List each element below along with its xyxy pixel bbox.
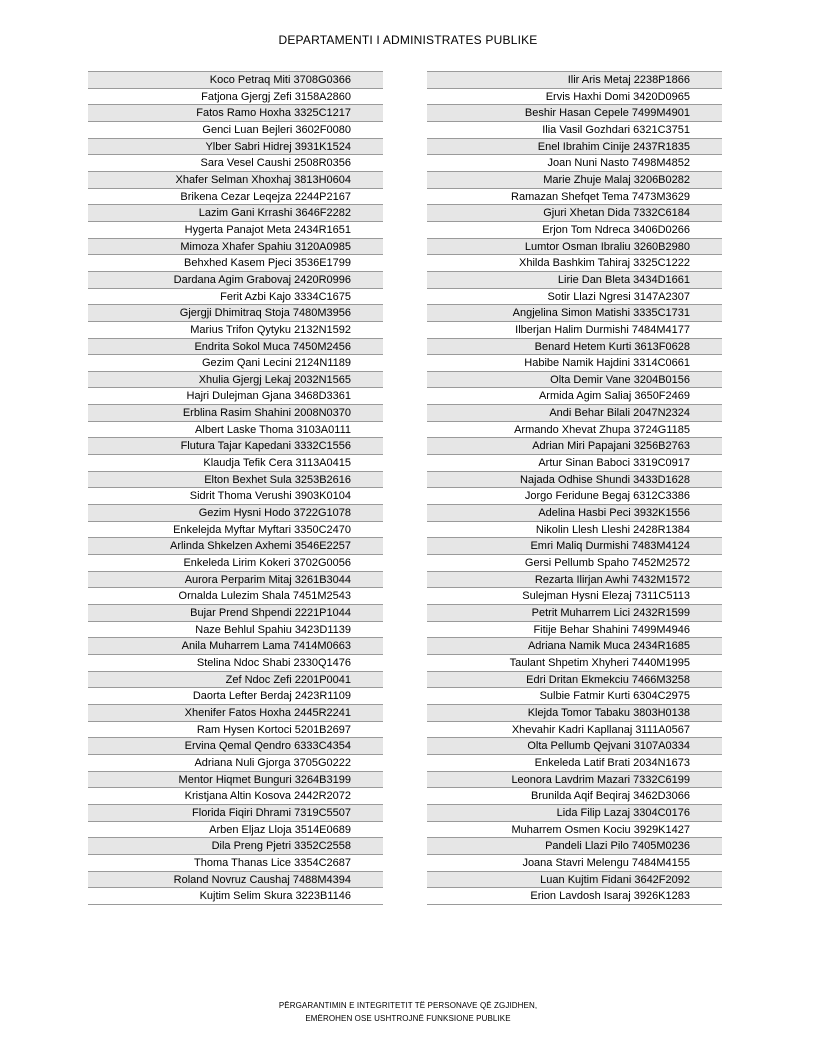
list-item: Sotir Llazi Ngresi 3147A2307 [427,289,722,306]
list-item: Ilia Vasil Gozhdari 6321C3751 [427,122,722,139]
list-item: Petrit Muharrem Lici 2432R1599 [427,605,722,622]
list-item: Gersi Pellumb Spaho 7452M2572 [427,555,722,572]
list-item: Joan Nuni Nasto 7498M4852 [427,155,722,172]
list-item: Olta Pellumb Qejvani 3107A0334 [427,738,722,755]
list-item: Fatjona Gjergj Zefi 3158A2860 [88,89,383,106]
list-item: Muharrem Osmen Kociu 3929K1427 [427,822,722,839]
list-item: Daorta Lefter Berdaj 2423R1109 [88,688,383,705]
list-item: Emri Maliq Durmishi 7483M4124 [427,538,722,555]
list-item: Joana Stavri Melengu 7484M4155 [427,855,722,872]
list-item: Sidrit Thoma Verushi 3903K0104 [88,488,383,505]
list-item: Hajri Dulejman Gjana 3468D3361 [88,388,383,405]
list-item: Flutura Tajar Kapedani 3332C1556 [88,438,383,455]
list-item: Xhilda Bashkim Tahiraj 3325C1222 [427,255,722,272]
list-item: Artur Sinan Baboci 3319C0917 [427,455,722,472]
page-footer [0,999,816,1025]
list-item: Roland Novruz Caushaj 7488M4394 [88,872,383,889]
list-item: Endrita Sokol Muca 7450M2456 [88,339,383,356]
list-item: Arben Eljaz Lloja 3514E0689 [88,822,383,839]
list-item: Hygerta Panajot Meta 2434R1651 [88,222,383,239]
list-item: Rezarta Ilirjan Awhi 7432M1572 [427,572,722,589]
list-item: Adelina Hasbi Peci 3932K1556 [427,505,722,522]
list-item: Koco Petraq Miti 3708G0366 [88,72,383,89]
list-item: Erion Lavdosh Isaraj 3926K1283 [427,888,722,905]
list-item: Gjuri Xhetan Dida 7332C6184 [427,205,722,222]
list-item: Xhenifer Fatos Hoxha 2445R2241 [88,705,383,722]
list-item: Elton Bexhet Sula 3253B2616 [88,472,383,489]
list-item: Behxhed Kasem Pjeci 3536E1799 [88,255,383,272]
footer-line-1: PËRGARANTIMIN E INTEGRITETIT TË PERSONAVE QË ZGJIDHEN, [278,1001,538,1010]
list-item: Adriana Nuli Gjorga 3705G0222 [88,755,383,772]
list-item: Gjergji Dhimitraq Stoja 7480M3956 [88,305,383,322]
list-item: Ilberjan Halim Durmishi 7484M4177 [427,322,722,339]
list-item: Enkelejda Myftar Myftari 3350C2470 [88,522,383,539]
list-item: Mentor Hiqmet Bunguri 3264B3199 [88,772,383,789]
list-item: Enkeleda Latif Brati 2034N1673 [427,755,722,772]
list-item: Lazim Gani Krrashi 3646F2282 [88,205,383,222]
list-item: Armida Agim Saliaj 3650F2469 [427,388,722,405]
list-item: Xhulia Gjergj Lekaj 2032N1565 [88,372,383,389]
list-item: Adrian Miri Papajani 3256B2763 [427,438,722,455]
list-item: Beshir Hasan Cepele 7499M4901 [427,105,722,122]
list-item: Gezim Qani Lecini 2124N1189 [88,355,383,372]
list-item: Lirie Dan Bleta 3434D1661 [427,272,722,289]
list-item: Zef Ndoc Zefi 2201P0041 [88,672,383,689]
list-item: Lida Filip Lazaj 3304C0176 [427,805,722,822]
list-item: Marie Zhuje Malaj 3206B0282 [427,172,722,189]
list-item: Angjelina Simon Matishi 3335C1731 [427,305,722,322]
list-item: Mimoza Xhafer Spahiu 3120A0985 [88,239,383,256]
list-item: Ylber Sabri Hidrej 3931K1524 [88,139,383,156]
list-item: Ilir Aris Metaj 2238P1866 [427,72,722,89]
list-item: Ervina Qemal Qendro 6333C4354 [88,738,383,755]
list-item: Genci Luan Bejleri 3602F0080 [88,122,383,139]
list-item: Xhevahir Kadri Kapllanaj 3111A0567 [427,722,722,739]
list-item: Arlinda Shkelzen Axhemi 3546E2257 [88,538,383,555]
list-item: Brikena Cezar Leqejza 2244P2167 [88,189,383,206]
list-item: Sulejman Hysni Elezaj 7311C5113 [427,588,722,605]
list-item: Marius Trifon Qytyku 2132N1592 [88,322,383,339]
list-item: Lumtor Osman Ibraliu 3260B2980 [427,239,722,256]
list-item: Naze Behlul Spahiu 3423D1139 [88,622,383,639]
list-item: Ferit Azbi Kajo 3334C1675 [88,289,383,306]
left-name-column [88,71,383,905]
list-item: Habibe Namik Hajdini 3314C0661 [427,355,722,372]
page-title: DEPARTAMENTI I ADMINISTRATES PUBLIKE [278,33,538,47]
list-item: Erjon Tom Ndreca 3406D0266 [427,222,722,239]
list-item: Ervis Haxhi Domi 3420D0965 [427,89,722,106]
list-item: Jorgo Feridune Begaj 6312C3386 [427,488,722,505]
list-item: Gezim Hysni Hodo 3722G1078 [88,505,383,522]
list-item: Xhafer Selman Xhoxhaj 3813H0604 [88,172,383,189]
list-item: Aurora Perparim Mitaj 3261B3044 [88,572,383,589]
list-item: Armando Xhevat Zhupa 3724G1185 [427,422,722,439]
list-item: Pandeli Llazi Pilo 7405M0236 [427,838,722,855]
list-item: Edri Dritan Ekmekciu 7466M3258 [427,672,722,689]
list-item: Brunilda Aqif Beqiraj 3462D3066 [427,788,722,805]
list-item: Luan Kujtim Fidani 3642F2092 [427,872,722,889]
list-item: Albert Laske Thoma 3103A0111 [88,422,383,439]
list-item: Enkeleda Lirim Kokeri 3702G0056 [88,555,383,572]
footer-line-2: EMËROHEN OSE USHTROJNË FUNKSIONE PUBLIKE [305,1014,511,1023]
right-name-column [427,71,722,905]
list-item: Florida Fiqiri Dhrami 7319C5507 [88,805,383,822]
list-item: Dila Preng Pjetri 3352C2558 [88,838,383,855]
list-item: Klejda Tomor Tabaku 3803H0138 [427,705,722,722]
list-item: Najada Odhise Shundi 3433D1628 [427,472,722,489]
list-item: Olta Demir Vane 3204B0156 [427,372,722,389]
list-item: Thoma Thanas Lice 3354C2687 [88,855,383,872]
list-item: Sulbie Fatmir Kurti 6304C2975 [427,688,722,705]
list-item: Ram Hysen Kortoci 5201B2697 [88,722,383,739]
list-item: Dardana Agim Grabovaj 2420R0996 [88,272,383,289]
list-item: Andi Behar Bilali 2047N2324 [427,405,722,422]
list-item: Fatos Ramo Hoxha 3325C1217 [88,105,383,122]
list-item: Taulant Shpetim Xhyheri 7440M1995 [427,655,722,672]
list-item: Nikolin Llesh Lleshi 2428R1384 [427,522,722,539]
list-item: Anila Muharrem Lama 7414M0663 [88,638,383,655]
list-item: Erblina Rasim Shahini 2008N0370 [88,405,383,422]
list-item: Bujar Prend Shpendi 2221P1044 [88,605,383,622]
list-item: Kujtim Selim Skura 3223B1146 [88,888,383,905]
list-item: Fitije Behar Shahini 7499M4946 [427,622,722,639]
list-item: Klaudja Tefik Cera 3113A0415 [88,455,383,472]
list-item: Sara Vesel Caushi 2508R0356 [88,155,383,172]
list-item: Stelina Ndoc Shabi 2330Q1476 [88,655,383,672]
list-item: Benard Hetem Kurti 3613F0628 [427,339,722,356]
list-item: Enel Ibrahim Cinije 2437R1835 [427,139,722,156]
list-item: Ornalda Lulezim Shala 7451M2543 [88,588,383,605]
list-item: Kristjana Altin Kosova 2442R2072 [88,788,383,805]
list-item: Leonora Lavdrim Mazari 7332C6199 [427,772,722,789]
list-item: Adriana Namik Muca 2434R1685 [427,638,722,655]
list-item: Ramazan Shefqet Tema 7473M3629 [427,189,722,206]
